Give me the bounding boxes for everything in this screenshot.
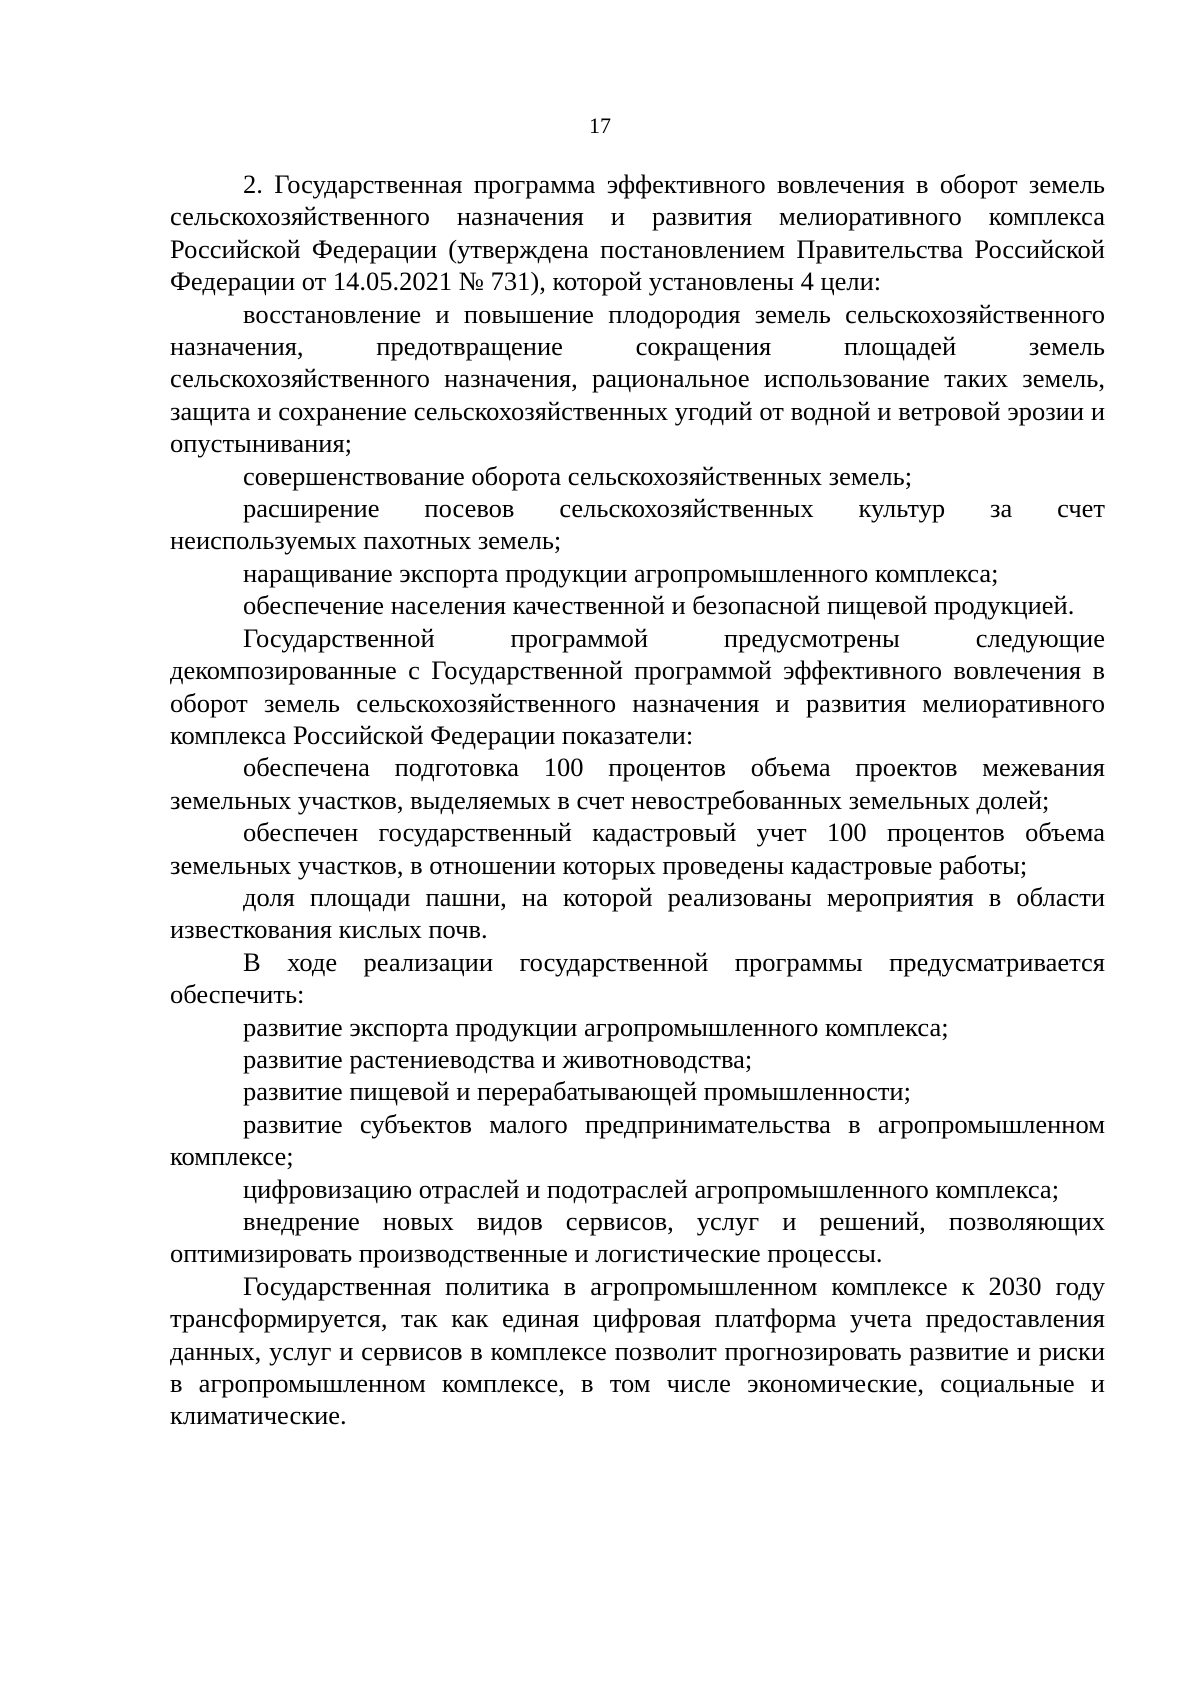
document-body [170,168,1105,1432]
paragraph-goal-3: расширение посевов сельскохозяйственных культур за счет неиспользуемых пахотных земель; [170,493,1105,556]
paragraph-implementation-4: развитие субъектов малого предпринимательства в агропромышленном комплексе; [170,1108,1105,1172]
paragraph-implementation-1: развитие экспорта продукции агропромышленного комплекса; [243,1011,949,1042]
paragraph-indicator-1: обеспечена подготовка 100 процентов объема проектов межевания земельных участков, выделяемых в счет невостребованных земельных долей; [170,752,1105,815]
paragraph-implementation-3: развитие пищевой и перерабатывающей промышленности; [243,1076,911,1107]
paragraph-policy-2030: Государственная политика в агропромышленном комплексе к 2030 году трансформируется, так как единая цифровая платформа учета предоставления данных, услуг и сервисов в комплексе позволит прогнозировать развитие и риски в агропромышленном комплексе, в том числе экономические, социальные и климатические. [170,1270,1105,1431]
paragraph-indicator-2: обеспечен государственный кадастровый учет 100 процентов объема земельных участков, в отношении которых проведены кадастровые работы; [170,817,1105,880]
paragraph-indicators-intro: Государственной программой предусмотрены следующие декомпозированные с Государственной программой эффективного вовлечения в оборот земель сельскохозяйственного назначения и развития мелиоративного комплекса Российской Федерации показатели: [170,622,1105,750]
paragraph-goal-4: наращивание экспорта продукции агропромышленного комплекса; [243,557,999,588]
paragraph-goal-1: восстановление и повышение плодородия земель сельскохозяйственного назначения, предотвращение сокращения площадей земель сельскохозяйственного назначения, рациональное использование таких земель, защита и сохранение сельскохозяйственных угодий от водной и ветровой эрозии и опустынивания; [170,298,1105,459]
paragraph-goal-5: обеспечение населения качественной и безопасной пищевой продукцией. [243,590,1075,621]
paragraph-indicator-3: доля площади пашни, на которой реализованы мероприятия в области известкования кислых почв. [170,881,1105,945]
paragraph-implementation-intro: В ходе реализации государственной программы предусматривается обеспечить: [170,946,1105,1010]
paragraph-program-title: 2. Государственная программа эффективного вовлечения в оборот земель сельскохозяйственного назначения и развития мелиоративного комплекса Российской Федерации (утверждена постановлением Правительства Российской Федерации от 14.05.2021 № 731), которой установлены 4 цели: [170,169,1105,297]
paragraph-implementation-5: цифровизацию отраслей и подотраслей агропромышленного комплекса; [243,1173,1060,1204]
paragraph-implementation-6: внедрение новых видов сервисов, услуг и решений, позволяющих оптимизировать производственные и логистические процессы. [170,1206,1105,1269]
paragraph-implementation-2: развитие растениеводства и животноводства; [243,1043,753,1074]
paragraph-goal-2: совершенствование оборота сельскохозяйственных земель; [243,460,913,491]
page-number: 17 [589,113,611,138]
